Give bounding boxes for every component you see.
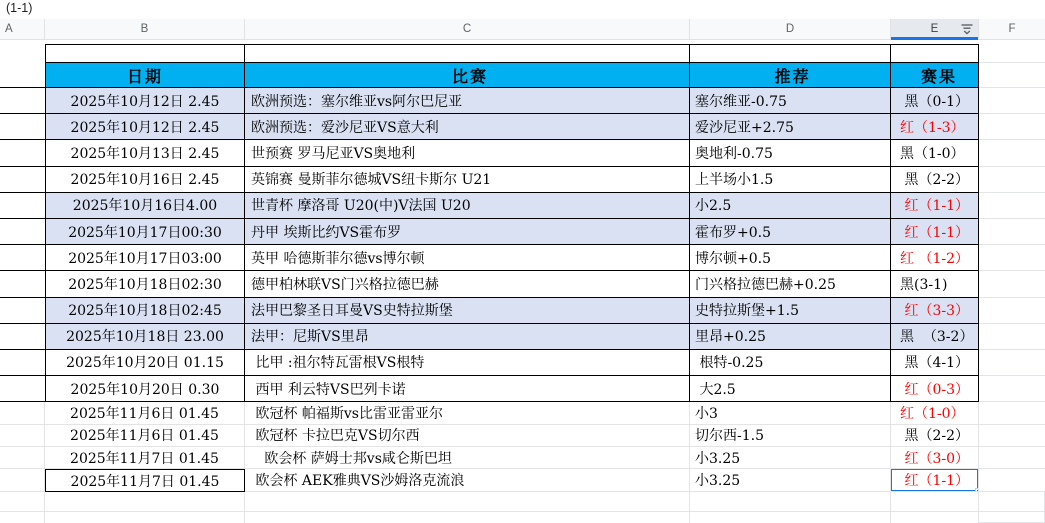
table-row [0,402,1045,424]
row-left-cell[interactable] [0,114,45,140]
date-cell[interactable]: 2025年10月16日 2.45 [45,167,245,193]
empty-cell[interactable] [690,512,891,523]
date-cell[interactable]: 2025年10月13日 2.45 [45,140,245,166]
row-filler-cell[interactable] [979,376,1045,402]
match-cell[interactable]: 法甲巴黎圣日耳曼VS史特拉斯堡 [245,298,690,324]
recommendation-cell[interactable]: 小3.25 [690,469,891,491]
empty-cell[interactable] [690,44,891,63]
recommendation-cell[interactable]: 大2.5 [690,376,891,402]
selected-cell-border [891,469,979,491]
recommendation-cell[interactable]: 切尔西-1.5 [690,425,891,447]
result-cell[interactable]: 红（1-3） [891,114,979,140]
sheet-grid [0,40,1045,523]
match-cell[interactable]: 欧冠杯 卡拉巴克VS切尔西 [245,425,690,447]
empty-cell[interactable] [45,44,245,63]
table-header-row [0,63,1045,88]
table-row [0,193,1045,219]
result-cell[interactable]: 红（3-0） [891,447,979,469]
recommendation-cell[interactable]: 门兴格拉德巴赫+0.25 [690,271,891,297]
result-cell[interactable]: 红（1-0） [891,402,979,424]
row-left-cell[interactable] [0,402,45,424]
empty-cell[interactable] [979,492,1045,512]
table-row [0,167,1045,193]
empty-cell[interactable] [245,512,690,523]
match-cell[interactable]: 欧冠杯 帕福斯vs比雷亚雷亚尔 [245,402,690,424]
date-cell[interactable]: 2025年10月20日 01.15 [45,350,245,376]
row-left-cell[interactable] [0,219,45,245]
empty-cell[interactable] [891,44,979,63]
row-filler-cell[interactable] [979,219,1045,245]
row-filler-cell[interactable] [979,271,1045,297]
table-row [0,140,1045,166]
row-left-cell[interactable] [0,167,45,193]
empty-cell[interactable] [45,512,245,523]
row-filler-cell[interactable] [979,88,1045,114]
formula-bar-value: (1-1) [6,1,33,15]
column-header-e[interactable] [891,19,979,39]
date-cell[interactable]: 2025年10月17日00:30 [45,219,245,245]
date-cell[interactable]: 2025年10月20日 0.30 [45,376,245,402]
result-cell[interactable]: 黑（1-0） [891,140,979,166]
empty-cell[interactable] [0,44,45,63]
row-filler-cell[interactable] [979,114,1045,140]
row-left-cell[interactable] [0,193,45,219]
empty-row-below-table [0,492,1045,512]
column-header-label: F [1008,23,1016,35]
result-cell[interactable]: 黑（0-1） [891,88,979,114]
result-cell[interactable]: 红（0-3） [891,376,979,402]
row-left-cell[interactable] [0,324,45,350]
result-cell[interactable]: 黑 （3-2） [891,324,979,350]
date-cell[interactable]: 2025年10月18日02:45 [45,298,245,324]
date-cell[interactable]: 2025年10月12日 2.45 [45,114,245,140]
row-filler-cell[interactable] [979,167,1045,193]
recommendation-cell[interactable]: 小3.25 [690,447,891,469]
match-cell[interactable]: 比甲 :祖尔特瓦雷根VS根特 [245,350,690,376]
table-row [0,88,1045,114]
result-cell[interactable]: 红（1-1） [891,219,979,245]
row-filler-cell[interactable] [979,402,1045,424]
match-cell[interactable]: 欧洲预选：爱沙尼亚VS意大利 [245,114,690,140]
column-header-strip [0,19,1045,40]
table-row [0,271,1045,297]
match-cell[interactable]: 西甲 利云特VS巴列卡诺 [245,376,690,402]
match-cell[interactable]: 欧会杯 AEK雅典VS沙姆洛克流浪 [245,469,690,491]
recommendation-cell[interactable]: 塞尔维亚-0.75 [690,88,891,114]
header-recommendation[interactable]: 推荐 [690,63,891,88]
header-result[interactable]: 赛果 [891,63,979,88]
empty-cell[interactable] [979,44,1045,63]
recommendation-cell[interactable]: 霍布罗+0.5 [690,219,891,245]
row-filler-cell[interactable] [979,298,1045,324]
column-header-label: C [462,23,472,35]
row-filler-cell[interactable] [979,193,1045,219]
row-filler-cell[interactable] [979,425,1045,447]
row-left-cell[interactable] [0,425,45,447]
row-filler-cell[interactable] [979,245,1045,271]
recommendation-cell[interactable]: 上半场小1.5 [690,167,891,193]
column-header-label: D [785,23,795,35]
result-cell[interactable]: 黑(3-1) [891,271,979,297]
table-row [0,298,1045,324]
row-left-cell[interactable] [0,469,45,491]
empty-cell[interactable] [245,492,690,512]
result-cell[interactable]: 黑（2-2） [891,425,979,447]
column-header-d[interactable] [690,19,891,39]
match-cell[interactable]: 世青杯 摩洛哥 U20(中)V法国 U20 [245,193,690,219]
date-cell[interactable]: 2025年11月7日 01.45 [45,469,245,491]
recommendation-cell[interactable]: 小3 [690,402,891,424]
empty-cell[interactable] [690,492,891,512]
table-row [0,376,1045,402]
match-cell[interactable]: 英锦赛 曼斯菲尔德城VS纽卡斯尔 U21 [245,167,690,193]
match-cell[interactable]: 欧洲预选：塞尔维亚vs阿尔巴尼亚 [245,88,690,114]
empty-cell[interactable] [0,492,45,512]
empty-row-above-table [0,44,1045,63]
recommendation-cell[interactable]: 根特-0.25 [690,350,891,376]
result-cell[interactable]: 红 （1-2） [891,245,979,271]
empty-cell[interactable] [45,492,245,512]
row-left-cell[interactable] [0,447,45,469]
date-cell[interactable]: 2025年10月18日02:30 [45,271,245,297]
match-cell[interactable]: 德甲柏林联VS门兴格拉德巴赫 [245,271,690,297]
date-cell[interactable]: 2025年10月12日 2.45 [45,88,245,114]
table-row [0,447,1045,469]
column-header-c[interactable] [245,19,690,39]
column-header-f[interactable] [979,19,1045,39]
date-cell[interactable]: 2025年10月16日4.00 [45,193,245,219]
recommendation-cell[interactable]: 小2.5 [690,193,891,219]
row-filler-cell[interactable] [979,140,1045,166]
row-left-cell[interactable] [0,271,45,297]
row-filler-cell[interactable] [979,350,1045,376]
result-cell[interactable]: 红（1-1） [891,469,979,491]
table-row [0,350,1045,376]
empty-cell[interactable] [0,63,45,88]
date-cell[interactable]: 2025年11月6日 01.45 [45,425,245,447]
empty-cell[interactable] [891,512,979,523]
table-row [0,425,1045,447]
table-body [0,88,1045,492]
recommendation-cell[interactable]: 爱沙尼亚+2.75 [690,114,891,140]
row-left-cell[interactable] [0,350,45,376]
table-row [0,245,1045,271]
empty-cell[interactable] [979,512,1045,523]
empty-cell[interactable] [979,63,1045,88]
table-row [0,114,1045,140]
recommendation-cell[interactable]: 里昂+0.25 [690,324,891,350]
table-row [0,219,1045,245]
recommendation-cell[interactable]: 史特拉斯堡+1.5 [690,298,891,324]
empty-cell[interactable] [891,492,979,512]
match-cell[interactable]: 丹甲 埃斯比约VS霍布罗 [245,219,690,245]
match-cell[interactable]: 英甲 哈德斯菲尔德vs博尔顿 [245,245,690,271]
header-match[interactable]: 比赛 [245,63,690,88]
result-cell[interactable]: 黑（4-1） [891,350,979,376]
date-cell[interactable]: 2025年11月7日 01.45 [45,447,245,469]
column-header-label: B [140,23,149,35]
row-left-cell[interactable] [0,140,45,166]
table-row [0,469,1045,491]
match-cell[interactable]: 法甲：尼斯VS里昂 [245,324,690,350]
column-header-b[interactable] [45,19,245,39]
row-filler-cell[interactable] [979,447,1045,469]
table-row [0,324,1045,350]
match-cell[interactable]: 世预赛 罗马尼亚VS奥地利 [245,140,690,166]
result-cell[interactable]: 黑（2-2） [891,167,979,193]
match-cell[interactable]: 欧会杯 萨姆士邦vs咸仑斯巴坦 [245,447,690,469]
empty-cell[interactable] [0,512,45,523]
recommendation-cell[interactable]: 奥地利-0.75 [690,140,891,166]
row-left-cell[interactable] [0,298,45,324]
recommendation-cell[interactable]: 博尔顿+0.5 [690,245,891,271]
result-cell[interactable]: 红（3-3） [891,298,979,324]
result-cell[interactable]: 红（1-1） [891,193,979,219]
column-header-a[interactable] [0,19,45,39]
empty-row-below-table [0,512,1045,523]
date-cell[interactable]: 2025年10月17日03:00 [45,245,245,271]
column-header-label: A [5,23,13,35]
row-left-cell[interactable] [0,245,45,271]
date-cell[interactable]: 2025年10月18日 23.00 [45,324,245,350]
row-filler-cell[interactable] [979,324,1045,350]
column-header-label: E [930,23,939,35]
row-filler-cell[interactable] [979,469,1045,491]
row-left-cell[interactable] [0,88,45,114]
empty-cell[interactable] [245,44,690,63]
header-date[interactable]: 日期 [45,63,245,88]
row-left-cell[interactable] [0,376,45,402]
date-cell[interactable]: 2025年11月6日 01.45 [45,402,245,424]
